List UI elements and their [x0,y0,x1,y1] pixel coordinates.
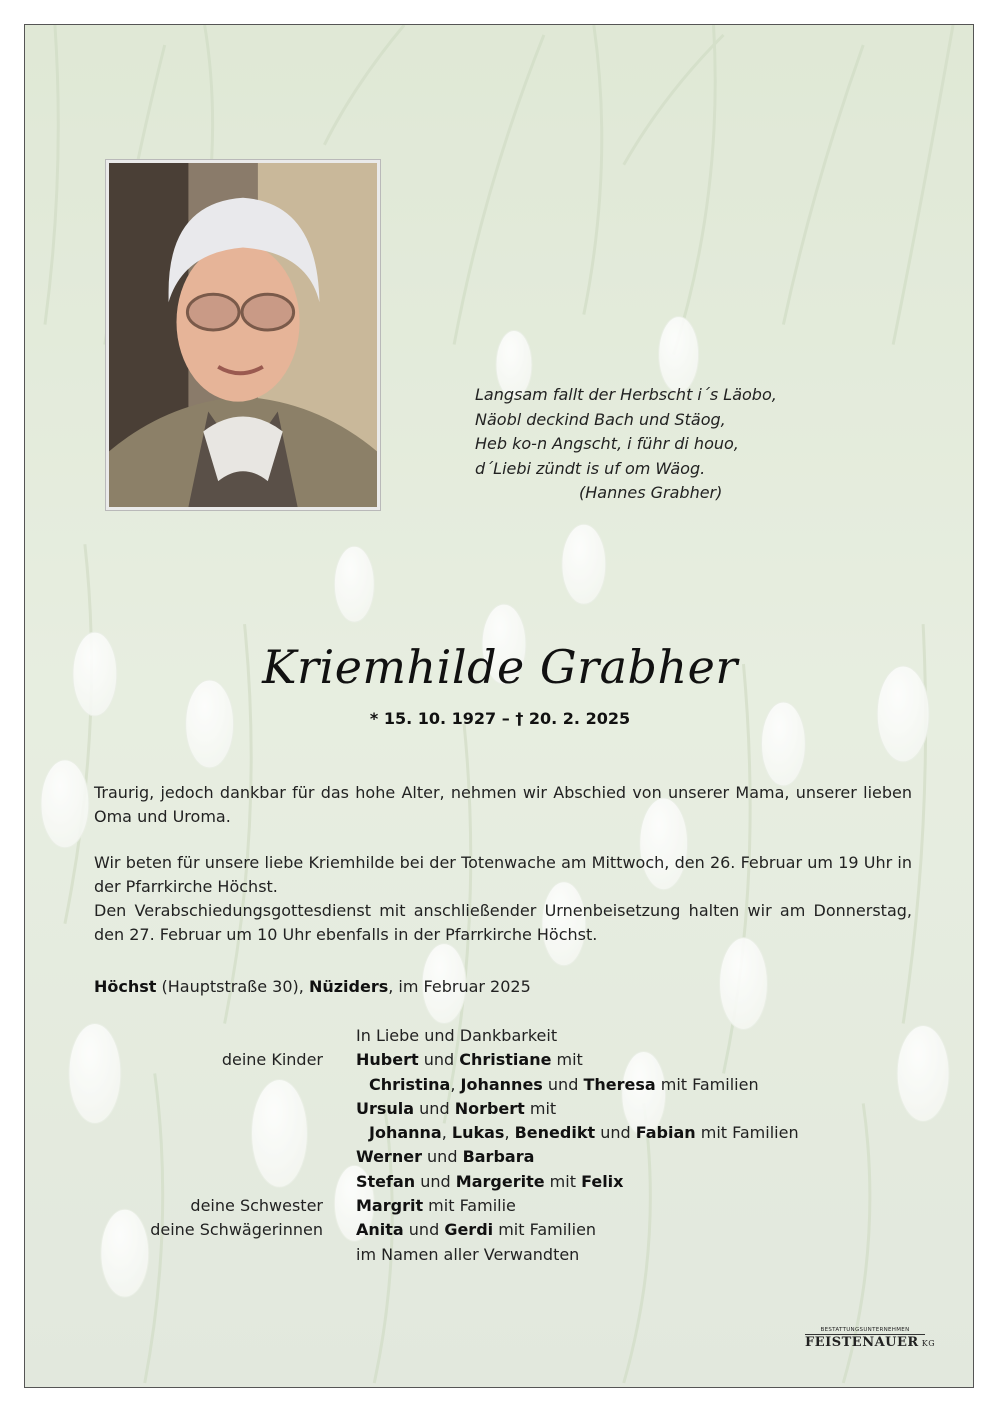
poem-line: Näobl deckind Bach und Stäog, [475,409,726,429]
mourners-names: Margrit mit Familie [356,1196,516,1216]
relation-label: deine Kinder [221,1050,323,1070]
mourners-names: Johanna, Lukas, Benedikt und Fabian mit Familien [369,1123,799,1143]
paragraph-wake: Wir beten für unsere liebe Kriemhilde bei der Totenwache am Mittwoch, den 26. Februar um 19 Uhr in der Pfarrkirche Höchst. [94,853,912,896]
place-town-2: Nüziders [308,977,389,996]
mourners-intro: In Liebe und Dankbarkeit [356,1026,558,1045]
mourners-row [25,1048,974,1072]
mourners-names: Werner und Barbara [356,1147,535,1167]
place-town-1: Höchst [94,977,157,996]
mourners-list [25,1024,974,1267]
mourners-names: Anita und Gerdi mit Familien [356,1220,597,1240]
mourners-row [25,1194,974,1218]
mourners-names: Christina, Johannes und Theresa mit Familien [369,1074,759,1094]
poem-author: (Hannes Grabher) [579,483,723,502]
relation-label: deine Schwägerinnen [150,1220,323,1240]
poem-line: Heb ko-n Angscht, i führ di houo, [475,434,739,453]
life-dates: * 15. 10. 1927 – † 20. 2. 2025 [369,709,631,728]
mourners-row [25,1073,974,1097]
place-and-date [94,975,531,999]
mourners-row [25,1121,974,1145]
funeral-home-logo [805,1327,936,1357]
mourners-row [25,1243,974,1267]
mourners-row [25,1097,974,1121]
place-date: , im Februar 2025 [388,977,531,996]
mourners-names: Stefan und Margerite mit Felix [356,1171,624,1191]
mourners-names: Ursula und Norbert mit [356,1098,557,1118]
logo-name: FEISTENAUER KG [805,1335,936,1350]
mourners-row [25,1218,974,1242]
poem [475,383,895,506]
relation-label: deine Schwester [190,1196,323,1216]
place-address: (Hauptstraße 30), [156,977,309,996]
paragraph-farewell: Traurig, jedoch dankbar für das hohe Alter, nehmen wir Abschied von unserer Mama, unserer lieben Oma und Uroma. [94,783,912,826]
mourners-names: Hubert und Christiane mit [356,1050,583,1070]
logo-subtitle: BESTATTUNGSUNTERNEHMEN [805,1327,925,1335]
announcement-text [94,781,912,947]
page-frame [24,24,974,1388]
poem-line: Langsam fallt der Herbscht i´s Läobo, [475,385,777,404]
portrait-photo [105,159,381,511]
mourners-row [25,1145,974,1169]
mourners-row [25,1024,974,1048]
mourners-row [25,1170,974,1194]
poem-line: d´Liebi zündt is uf om Wäog. [475,458,706,478]
portrait-image [109,163,377,507]
paragraph-funeral-service: Den Verabschiedungsgottesdienst mit anschließender Urnenbeisetzung halten wir am Donnerstag, den 27. Februar um 10 Uhr ebenfalls in der Pfarrkirche Höchst. [94,901,912,944]
deceased-name: Kriemhilde Grabher [262,640,738,694]
mourners-closing: im Namen aller Verwandten [356,1244,580,1264]
